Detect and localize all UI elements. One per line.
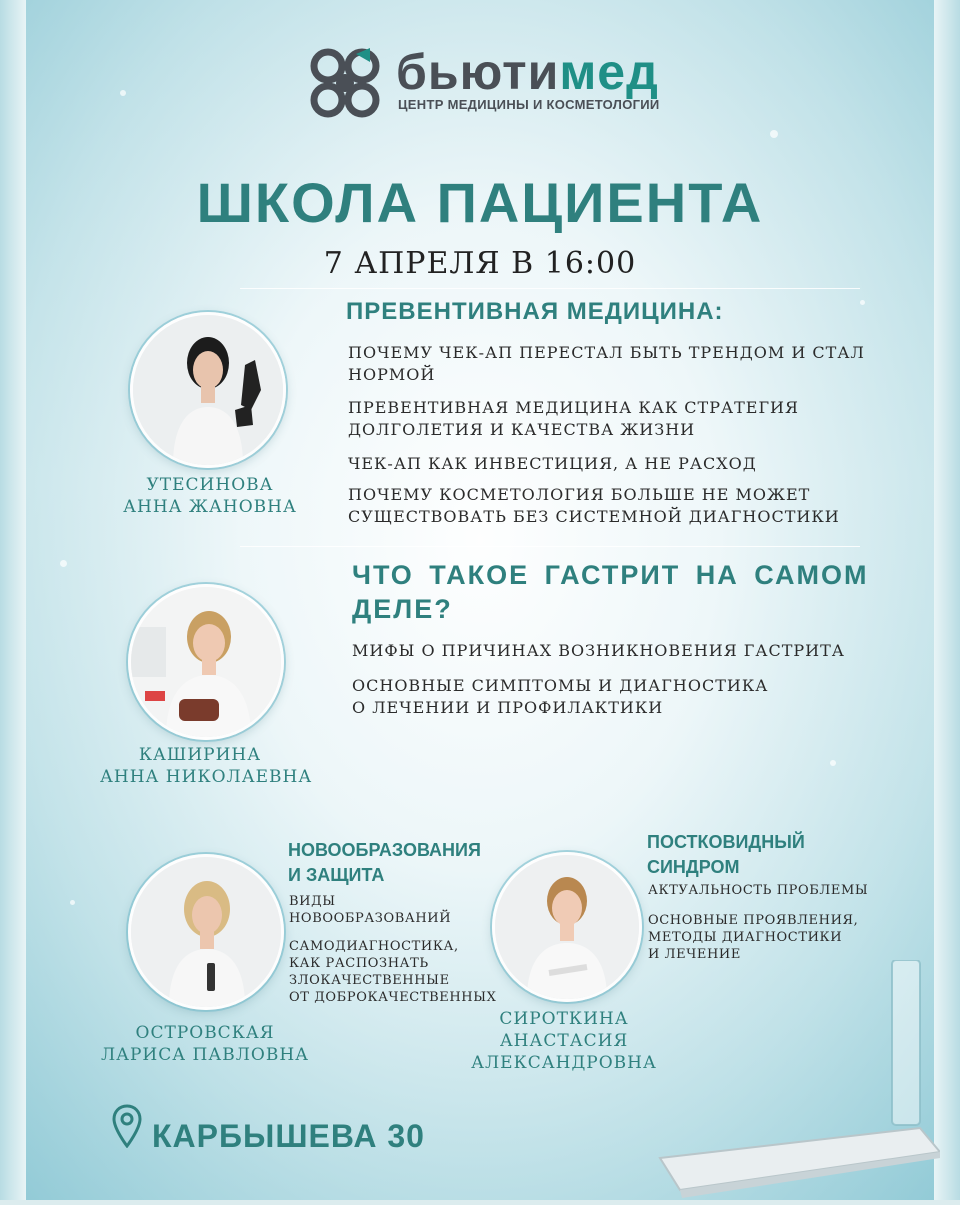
speaker-name-line: ЛАРИСА ПАВЛОВНА [100, 1045, 310, 1065]
brand-subtitle: ЦЕНТР МЕДИЦИНЫ И КОСМЕТОЛОГИИ [398, 97, 660, 112]
event-date: 7 АПРЕЛЯ В 16:00 [323, 246, 637, 281]
speaker-name-line: АННА НИКОЛАЕВНА [100, 767, 313, 787]
topic-line: НОВООБРАЗОВАНИЙ [289, 911, 452, 926]
speaker-name-line: ОСТРОВСКАЯ [135, 1023, 275, 1043]
topic-line: ПОЧЕМУ КОСМЕТОЛОГИЯ БОЛЬШЕ НЕ МОЖЕТ [348, 485, 811, 504]
topic-line: МЕТОДЫ ДИАГНОСТИКИ [648, 930, 843, 945]
section-heading-gastritis: ДЕЛЕ? [352, 594, 453, 624]
topic-line: ОСНОВНЫЕ ПРОЯВЛЕНИЯ, [648, 913, 859, 928]
speaker-name-line: АНАСТАСИЯ [499, 1031, 629, 1051]
page-title: ШКОЛА ПАЦИЕНТА [196, 171, 764, 234]
topic-line: КАК РАСПОЗНАТЬ [289, 956, 429, 971]
map-pin-icon [112, 1104, 142, 1148]
section-heading-postcovid: СИНДРОМ [647, 857, 740, 877]
topic-line: ПОЧЕМУ ЧЕК-АП ПЕРЕСТАЛ БЫТЬ ТРЕНДОМ И СТАЛ [348, 343, 865, 362]
sparkle [830, 760, 836, 766]
section-heading-neoplasms: НОВООБРАЗОВАНИЯ [288, 840, 481, 860]
topic-line: СУЩЕСТВОВАТЬ БЕЗ СИСТЕМНОЙ ДИАГНОСТИКИ [348, 507, 840, 526]
speaker-name-line: АЛЕКСАНДРОВНА [471, 1053, 657, 1073]
section-heading-gastritis: ЧТО ТАКОЕ ГАСТРИТ НА САМОМ [352, 560, 869, 590]
sparkle [70, 900, 75, 905]
section-heading-preventive: ПРЕВЕНТИВНАЯ МЕДИЦИНА: [346, 298, 724, 325]
speaker-name-line: АННА ЖАНОВНА [123, 497, 297, 517]
speaker-name-line: СИРОТКИНА [499, 1009, 629, 1029]
speaker-name-line: УТЕСИНОВА [146, 475, 274, 495]
sparkle [860, 300, 865, 305]
speaker-name-line: КАШИРИНА [138, 745, 262, 765]
topic-line: НОРМОЙ [348, 365, 436, 384]
topic-line: ЧЕК-АП КАК ИНВЕСТИЦИЯ, А НЕ РАСХОД [348, 454, 757, 473]
section-heading-neoplasms: И ЗАЩИТА [288, 865, 385, 885]
flower-logo-icon [304, 42, 386, 124]
topic-line: ВИДЫ [289, 894, 336, 909]
speaker-photo-utesinova [130, 312, 286, 468]
topic-line: ПРЕВЕНТИВНАЯ МЕДИЦИНА КАК СТРАТЕГИЯ [348, 398, 799, 417]
sparkle [120, 90, 126, 96]
topic-line: ДОЛГОЛЕТИЯ И КАЧЕСТВА ЖИЗНИ [348, 420, 696, 439]
topic-line: ЗЛОКАЧЕСТВЕННЫЕ [289, 973, 450, 988]
section-heading-postcovid: ПОСТКОВИДНЫЙ [647, 832, 805, 852]
divider [240, 288, 860, 289]
address: КАРБЫШЕВА 30 [152, 1118, 425, 1154]
speaker-photo-sirotkina [492, 852, 642, 1002]
sparkle [770, 130, 778, 138]
topic-line: ОСНОВНЫЕ СИМПТОМЫ И ДИАГНОСТИКА [352, 676, 769, 695]
topic-line: ОТ ДОБРОКАЧЕСТВЕННЫХ [289, 990, 497, 1005]
divider [240, 546, 860, 547]
speaker-photo-kashirina [128, 584, 284, 740]
topic-line: О ЛЕЧЕНИИ И ПРОФИЛАКТИКИ [352, 698, 664, 717]
speaker-photo-ostrovskaya [128, 854, 284, 1010]
glass-decoration [886, 960, 926, 1130]
topic-line: АКТУАЛЬНОСТЬ ПРОБЛЕМЫ [648, 883, 869, 898]
laptop-decoration [640, 1118, 940, 1200]
topic-line: И ЛЕЧЕНИЕ [648, 947, 741, 962]
sparkle [60, 560, 67, 567]
brand-name: бьютимед [396, 44, 659, 100]
topic-line: МИФЫ О ПРИЧИНАХ ВОЗНИКНОВЕНИЯ ГАСТРИТА [352, 641, 845, 660]
topic-line: САМОДИАГНОСТИКА, [289, 939, 459, 954]
